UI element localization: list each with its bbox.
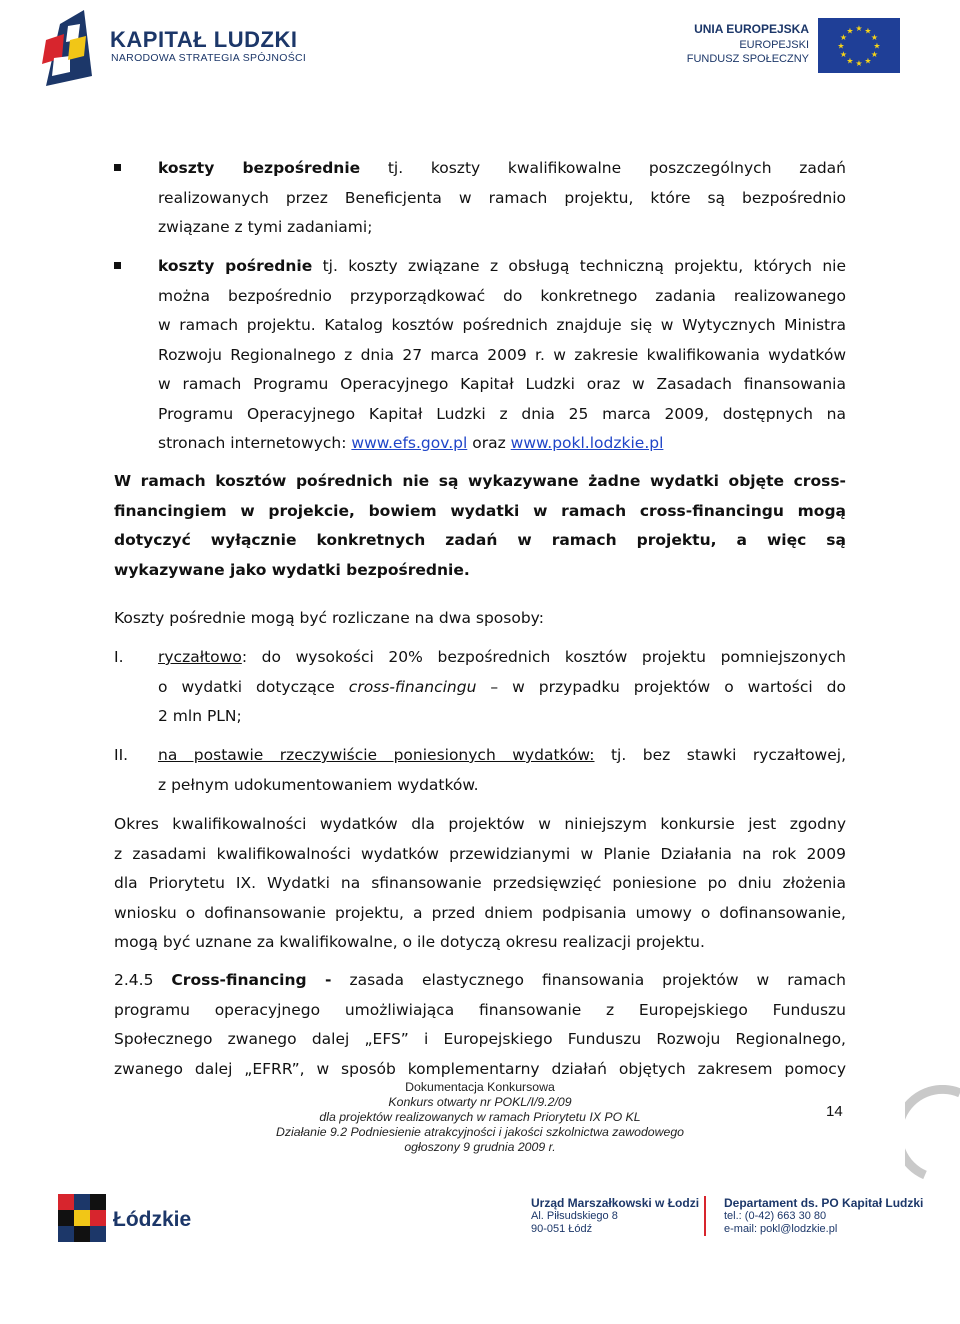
cross-financing-note: W ramach kosztów pośrednich nie są wykazywane żadne wydatki objęte cross- financingiem w projekcie, bowiem wydatki w ramach cross-financingu mogą dotyczyć wyłącznie konkretnych zadań w ramach projektu, a więc są wykazywane jako wydatki bezpośrednie. (114, 472, 846, 579)
method-number: II. (114, 746, 129, 764)
section-number: 2.4.5 (114, 971, 154, 989)
svg-text:★: ★ (864, 26, 872, 36)
department-phone: tel.: (0-42) 663 30 80 (724, 1210, 827, 1222)
department-name: Departament ds. PO Kapitał Ludzki (724, 1196, 924, 1210)
svg-text:★: ★ (846, 26, 854, 36)
svg-text:★: ★ (873, 41, 881, 51)
footer-date: ogłoszony 9 grudnia 2009 r. (404, 1140, 556, 1154)
section-cross-financing: 2.4.5 Cross-financing - zasada elastycznego finansowania projektów w ramach programu operacyjnego umożliwiająca finansowanie z Europejskiego Funduszu Społecznego zwanego dalej „EFS” i Europejskiego Funduszu Rozwoju Regionalnego, zwanego dalej „EFRR”, w sposób komplementarny działań objętych zakresem pomocy (114, 971, 847, 1078)
kapital-ludzki-subtitle: NARODOWA STRATEGIA SPÓJNOŚCI (111, 52, 307, 64)
footer-contest-number: Konkurs otwarty nr POKL/I/9.2/09 (388, 1095, 572, 1109)
svg-text:★: ★ (855, 24, 863, 33)
svg-text:★: ★ (839, 50, 848, 59)
svg-text:★: ★ (839, 33, 848, 42)
urzad-name: Urząd Marszałkowski w Łodzi (531, 1196, 700, 1210)
kapital-ludzki-logo (40, 6, 100, 90)
eligibility-paragraph: Okres kwalifikowalności wydatków dla projektów w niniejszym konkursie jest zgodny z zasadami kwalifikowalności wydatków przewidzianymi w Planie Działania na rok 2009 dla Priorytetu IX. Wydatki na sfinansowanie przedsięwzięć poniesione po dniu złożenia wniosku o dofinansowanie projektu, a przed dniem podpisania umowy o dofinansowanie, mogą być uznane za kwalifikowalne, o ile dotyczą okresu realizacji projektu. (114, 815, 846, 951)
bullet-marker (114, 262, 121, 269)
svg-text:★: ★ (846, 56, 854, 66)
urzad-address (531, 1197, 699, 1236)
svg-text:★: ★ (837, 41, 845, 51)
bullet-marker (114, 164, 121, 171)
svg-text:★: ★ (864, 56, 872, 66)
urzad-street: Al. Piłsudskiego 8 (531, 1210, 618, 1222)
divider (704, 1196, 706, 1236)
method-lump-sum: ryczałtowo: do wysokości 20% bezpośrednich kosztów projektu pomniejszonych o wydatki dotyczące cross-financingu – w przypadku projektów o wartości do 2 mln PLN; (158, 648, 846, 725)
pokl-lodzkie-link[interactable]: www.pokl.lodzkie.pl (510, 434, 664, 452)
footer-measure: Działanie 9.2 Podniesienie atrakcyjności i jakości szkolnictwa zawodowego (275, 1125, 685, 1139)
bullet-direct-costs: koszty bezpośrednie tj. koszty kwalifikowalne poszczególnych zadań realizowanych przez Beneficjenta w ramach projektu, które są bezpośrednio związane z tymi zadaniami; (158, 159, 846, 236)
eu-fund-line1: EUROPEJSKI (739, 39, 809, 51)
footer-priority: dla projektów realizowanych w ramach Priorytetu IX PO KL (319, 1110, 641, 1124)
page-number: 14 (826, 1103, 843, 1120)
methods-intro: Koszty pośrednie mogą być rozliczane na dwa sposoby: (114, 609, 544, 627)
lodzkie-wordmark: Łódzkie (113, 1208, 192, 1231)
urzad-postcode: 90-051 Łódź (531, 1223, 593, 1235)
svg-text:★: ★ (855, 59, 863, 68)
eu-flag-icon (818, 18, 900, 73)
department-contact (724, 1197, 923, 1236)
svg-text:★: ★ (870, 33, 879, 42)
efs-link[interactable]: www.efs.gov.pl (351, 434, 468, 452)
svg-text:★: ★ (870, 50, 879, 59)
method-number: I. (114, 648, 124, 666)
decorative-arc-icon (905, 1085, 960, 1195)
section-title: Cross-financing - (171, 971, 332, 989)
footer-doc-title: Dokumentacja Konkursowa (405, 1080, 555, 1094)
lodzkie-logo-icon (58, 1194, 106, 1242)
eu-fund-line2: FUNDUSZ SPOŁECZNY (686, 53, 809, 65)
kapital-ludzki-title: KAPITAŁ LUDZKI (110, 27, 298, 52)
method-actual-costs: na postawie rzeczywiście poniesionych wydatków: tj. bez stawki ryczałtowej, z pełnym udokumentowaniem wydatków. (158, 746, 846, 794)
eu-title: UNIA EUROPEJSKA (694, 22, 809, 36)
bullet-indirect-costs: koszty pośrednie tj. koszty związane z obsługą techniczną projektu, których nie można bezpośrednio przyporządkować do konkretnego zadania realizowanego w ramach projektu. Katalog kosztów pośrednich znajduje się w Wytycznych Ministra Rozwoju Regionalnego z dnia 27 marca 2009 r. w zakresie kwalifikowania wydatków w ramach Programu Operacyjnego Kapitał Ludzki oraz w Zasadach finansowania Programu Operacyjnego Kapitał Ludzki z dnia 25 marca 2009, dostępnych na stronach internetowych: www.efs.gov.pl oraz www.pokl.lodzkie.pl (158, 257, 846, 452)
department-email: e-mail: pokl@lodzkie.pl (724, 1223, 838, 1235)
